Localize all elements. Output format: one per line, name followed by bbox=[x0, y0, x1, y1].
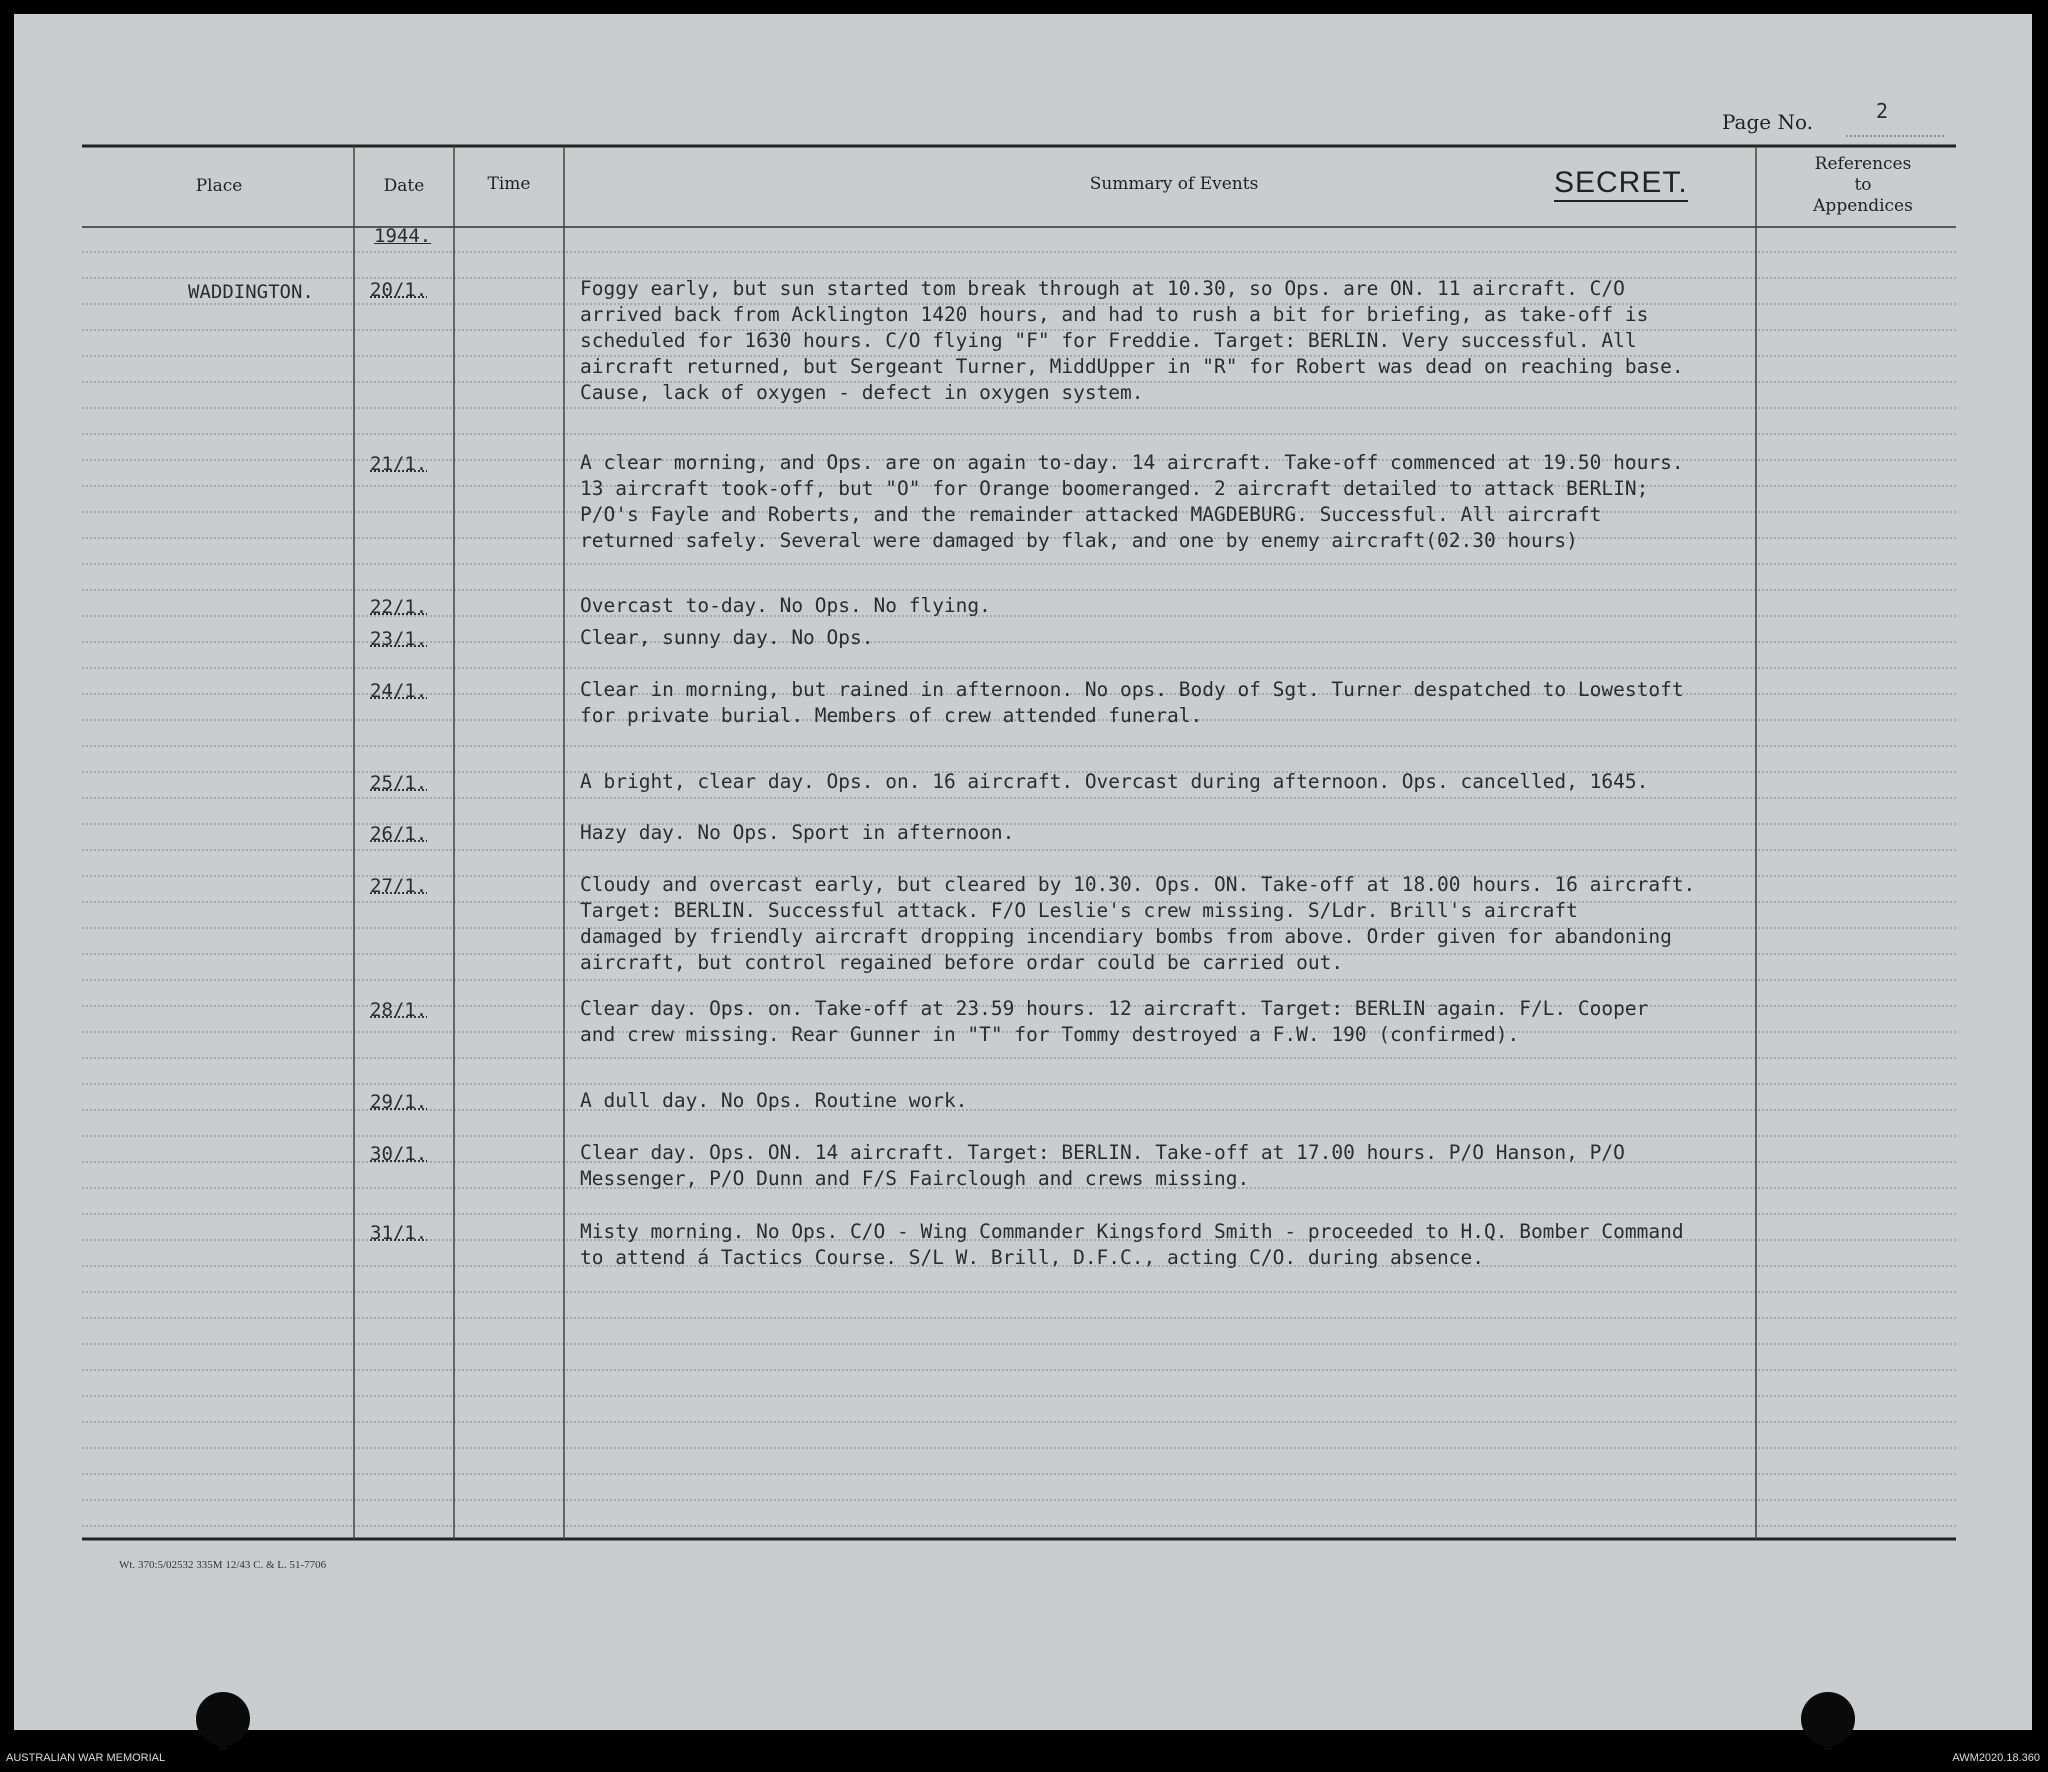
entry-text-line: Hazy day. No Ops. Sport in afternoon. bbox=[580, 821, 1015, 844]
entry-text-line: aircraft returned, but Sergeant Turner, MiddUpper in "R" for Robert was dead on reaching base. bbox=[580, 355, 1684, 378]
secret-stamp: SECRET. bbox=[1554, 166, 1688, 202]
entry-text-line: A clear morning, and Ops. are on again to-day. 14 aircraft. Take-off commenced at 19.50 hours. bbox=[580, 451, 1684, 474]
col-header-date: Date bbox=[383, 176, 425, 196]
entry-date: 23/1. bbox=[370, 628, 428, 650]
entry-text-line: A bright, clear day. Ops. on. 16 aircraft. Overcast during afternoon. Ops. cancelled, 1645. bbox=[580, 770, 1649, 793]
punch-notch-right bbox=[1824, 1710, 1832, 1750]
entry-text-line: and crew missing. Rear Gunner in "T" for Tommy destroyed a F.W. 190 (confirmed). bbox=[580, 1023, 1520, 1046]
col-header-references bbox=[1758, 154, 1968, 217]
entry-text-line: A dull day. No Ops. Routine work. bbox=[580, 1089, 968, 1112]
entry-text-line: Clear day. Ops. ON. 14 aircraft. Target: BERLIN. Take-off at 17.00 hours. P/O Hanson, P/O bbox=[580, 1141, 1625, 1164]
entry-date: 20/1. bbox=[370, 279, 428, 301]
entry-text-line: damaged by friendly aircraft dropping incendiary bombs from above. Order given for abandoning bbox=[580, 925, 1672, 948]
place-waddington: WADDINGTON. bbox=[188, 281, 314, 303]
entry-text-line: arrived back from Acklington 1420 hours, and had to rush a bit for briefing, as take-off is bbox=[580, 303, 1649, 326]
entry-date: 21/1. bbox=[370, 453, 428, 475]
entry-date: 27/1. bbox=[370, 875, 428, 897]
form-sheet bbox=[14, 14, 2032, 1730]
entry-date: 24/1. bbox=[370, 680, 428, 702]
entry-date: 22/1. bbox=[370, 596, 428, 618]
entry-text-line: returned safely. Several were damaged by flak, and one by enemy aircraft(02.30 hours) bbox=[580, 529, 1578, 552]
refs-line-3: Appendices bbox=[1813, 196, 1913, 216]
year-heading: 1944. bbox=[374, 225, 432, 247]
entry-date: 28/1. bbox=[370, 999, 428, 1021]
entry-text-line: P/O's Fayle and Roberts, and the remainder attacked MAGDEBURG. Successful. All aircraft bbox=[580, 503, 1602, 526]
entry-text-line: to attend á Tactics Course. S/L W. Brill, D.F.C., acting C/O. during absence. bbox=[580, 1246, 1484, 1269]
punch-notch-left bbox=[219, 1710, 227, 1750]
entry-text-line: aircraft, but control regained before ordar could be carried out. bbox=[580, 951, 1344, 974]
entry-text-line: Cause, lack of oxygen - defect in oxygen system. bbox=[580, 381, 1144, 404]
entry-text-line: Target: BERLIN. Successful attack. F/O Leslie's crew missing. S/Ldr. Brill's aircraft bbox=[580, 899, 1578, 922]
entry-text-line: Messenger, P/O Dunn and F/S Fairclough and crews missing. bbox=[580, 1167, 1250, 1190]
col-header-time: Time bbox=[487, 174, 531, 194]
entry-text-line: Cloudy and overcast early, but cleared by 10.30. Ops. ON. Take-off at 18.00 hours. 16 aircraft. bbox=[580, 873, 1696, 896]
ruled-grid bbox=[14, 14, 2032, 1730]
entry-text-line: Clear in morning, but rained in afternoon. No ops. Body of Sgt. Turner despatched to Lowestoft bbox=[580, 678, 1684, 701]
entry-date: 30/1. bbox=[370, 1143, 428, 1165]
entry-date: 29/1. bbox=[370, 1091, 428, 1113]
caption-left: AUSTRALIAN WAR MEMORIAL bbox=[6, 1752, 166, 1764]
entry-date: 31/1. bbox=[370, 1222, 428, 1244]
entry-text-line: Overcast to-day. No Ops. No flying. bbox=[580, 594, 991, 617]
caption-right: AWM2020.18.360 bbox=[1952, 1752, 2040, 1764]
page-number: 2 bbox=[1876, 99, 1889, 123]
entry-text-line: Misty morning. No Ops. C/O - Wing Commander Kingsford Smith - proceeded to H.Q. Bomber Command bbox=[580, 1220, 1684, 1243]
col-header-summary: Summary of Events bbox=[1089, 174, 1259, 194]
form-footer: Wt. 370:5/02532 335M 12/43 C. & L. 51-7706 bbox=[119, 1559, 327, 1571]
entry-date: 26/1. bbox=[370, 823, 428, 845]
page-number-label bbox=[1722, 110, 1813, 134]
entry-text-line: for private burial. Members of crew attended funeral. bbox=[580, 704, 1203, 727]
entry-text-line: 13 aircraft took-off, but "O" for Orange boomeranged. 2 aircraft detailed to attack BERLIN; bbox=[580, 477, 1649, 500]
entry-text-line: Clear day. Ops. on. Take-off at 23.59 hours. 12 aircraft. Target: BERLIN again. F/L. Cooper bbox=[580, 997, 1649, 1020]
refs-line-2: to bbox=[1854, 175, 1872, 195]
refs-line-1: References bbox=[1814, 154, 1912, 174]
page-label: Page No. bbox=[1722, 110, 1814, 134]
entry-text-line: Clear, sunny day. No Ops. bbox=[580, 626, 874, 649]
entry-text-line: Foggy early, but sun started tom break through at 10.30, so Ops. are ON. 11 aircraft. C/O bbox=[580, 277, 1625, 300]
entry-date: 25/1. bbox=[370, 772, 428, 794]
entry-text-line: scheduled for 1630 hours. C/O flying "F" for Freddie. Target: BERLIN. Very successful. All bbox=[580, 329, 1637, 352]
col-header-place: Place bbox=[195, 176, 243, 196]
